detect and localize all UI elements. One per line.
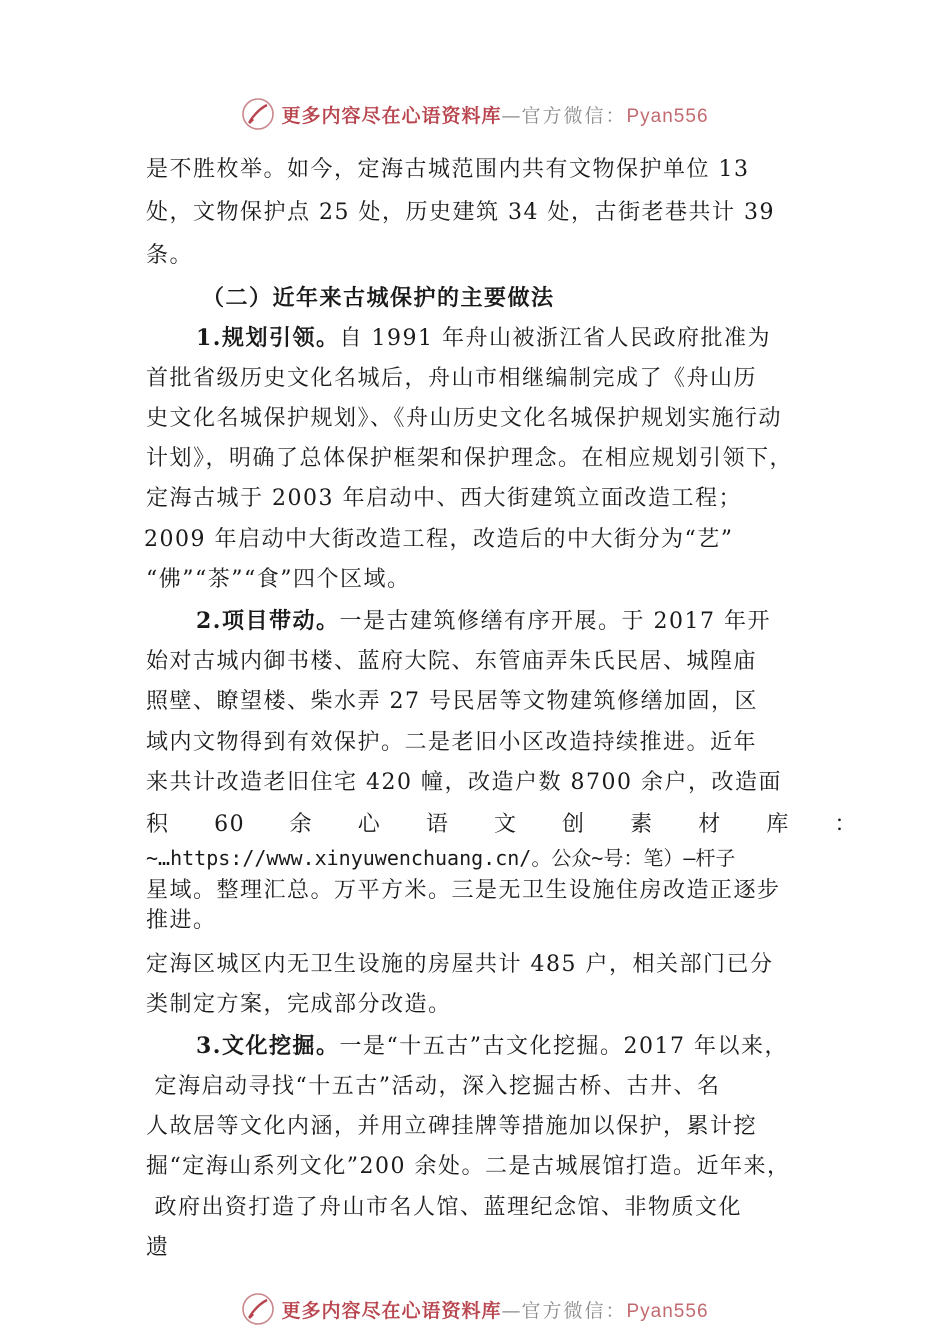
text-line: 掘“定海山系列文化”200 余处。二是古城展馆打造。近年来， <box>146 1154 791 1179</box>
text-run: 库 <box>766 812 790 837</box>
text-run: 材 <box>698 812 722 837</box>
text-line: 史文化名城保护规划》、《舟山历史文化名城保护规划实施行动 <box>146 406 783 431</box>
text-line: 照壁、瞭望楼、柴水弄 27 号民居等文物建筑修缮加固，区 <box>146 689 758 714</box>
text-line: 类制定方案，完成部分改造。 <box>146 992 452 1017</box>
text-line: 遗 <box>146 1235 170 1260</box>
item-heading: 3.文化挖掘。 <box>196 1033 340 1059</box>
watermark-dash: — <box>501 1299 522 1322</box>
text-run: 素 <box>630 812 654 837</box>
text-run: 余 <box>289 812 314 837</box>
text-line: 定海古城于 2003 年启动中、西大街建筑立面改造工程； <box>146 486 742 511</box>
paragraph-first-line <box>196 1031 788 1062</box>
text-run: 一是“十五古”古文化挖掘。2017 年以来， <box>339 1034 788 1059</box>
header-watermark <box>0 92 950 136</box>
text-line: 政府出资打造了舟山市名人馆、蓝理纪念馆、非物质文化 <box>146 1195 742 1220</box>
text-line: 处，文物保护点 25 处，历史建筑 34 处，古街老巷共计 39 <box>146 200 775 225</box>
text-run: 心 <box>357 812 382 837</box>
text-run: 60 <box>214 812 246 837</box>
text-line: 推进。 <box>146 908 217 933</box>
text-line: 域内文物得到有效保护。二是老旧小区改造持续推进。近年 <box>146 730 758 755</box>
justified-line <box>146 810 858 840</box>
text-line: 来共计改造老旧住宅 420 幢，改造户数 8700 余户，改造面 <box>146 770 782 795</box>
watermark-main: 更多内容尽在心语资料库 <box>281 1299 502 1322</box>
text-run: 语 <box>425 812 450 837</box>
text-line: “佛”“茶”“食”四个区域。 <box>146 567 411 592</box>
text-run: 自 1991 年舟山被浙江省人民政府批准为 <box>339 326 771 351</box>
watermark-dash: — <box>501 104 522 127</box>
text-run: 一是古建筑修缮有序开展。于 2017 年开 <box>339 609 771 634</box>
section-heading: （二）近年来古城保护的主要做法 <box>202 285 555 311</box>
text-run: 文 <box>493 812 518 837</box>
watermark-wechat-id: Pyan556 <box>626 105 709 127</box>
text-line: 星域。整理汇总。万平方米。三是无卫生设施住房改造正逐步 <box>146 878 781 903</box>
watermark-wechat-id: Pyan556 <box>626 1300 709 1322</box>
text-line: 始对古城内御书楼、蓝府大院、东管庙弄朱氏民居、城隍庙 <box>146 649 758 674</box>
watermark-wechat-label: 官方微信： <box>521 104 627 127</box>
text-line: 条。 <box>146 243 194 268</box>
text-line: 定海启动寻找“十五古”活动，深入挖掘古桥、古井、名 <box>146 1074 721 1099</box>
text-line: 人故居等文化内涵，并用立碑挂牌等措施加以保护，累计挖 <box>146 1114 758 1139</box>
text-line: 是不胜枚举。如今，定海古城范围内共有文物保护单位 13 <box>146 157 750 182</box>
text-run: 创 <box>562 812 586 837</box>
text-run: ： <box>834 812 858 837</box>
watermark-wechat-label: 官方微信： <box>521 1299 627 1322</box>
text-line: 定海区城区内无卫生设施的房屋共计 485 户，相关部门已分 <box>146 952 774 977</box>
brush-logo-icon <box>241 1292 275 1326</box>
item-heading: 2.项目带动。 <box>196 608 340 634</box>
text-line: 首批省级历史文化名城后，舟山市相继编制完成了《舟山历 <box>146 366 758 391</box>
brush-logo-icon <box>241 97 275 131</box>
item-heading: 1.规划引领。 <box>196 325 340 351</box>
watermark-text <box>281 101 708 128</box>
paragraph-first-line <box>196 323 771 354</box>
text-run: 积 <box>146 812 170 837</box>
watermark-main: 更多内容尽在心语资料库 <box>281 104 502 127</box>
footer-watermark <box>0 1287 950 1331</box>
paragraph-first-line <box>196 606 771 637</box>
watermark-text <box>281 1296 708 1323</box>
text-line: 2009 年启动中大街改造工程，改造后的中大街分为“艺” <box>144 527 734 552</box>
text-line: 计划》，明确了总体保护框架和保护理念。在相应规划引领下， <box>146 446 794 471</box>
text-line: ~…https://www.xinyuwenchuang.cn/。公众~号：笔）—杆子 <box>146 846 736 870</box>
